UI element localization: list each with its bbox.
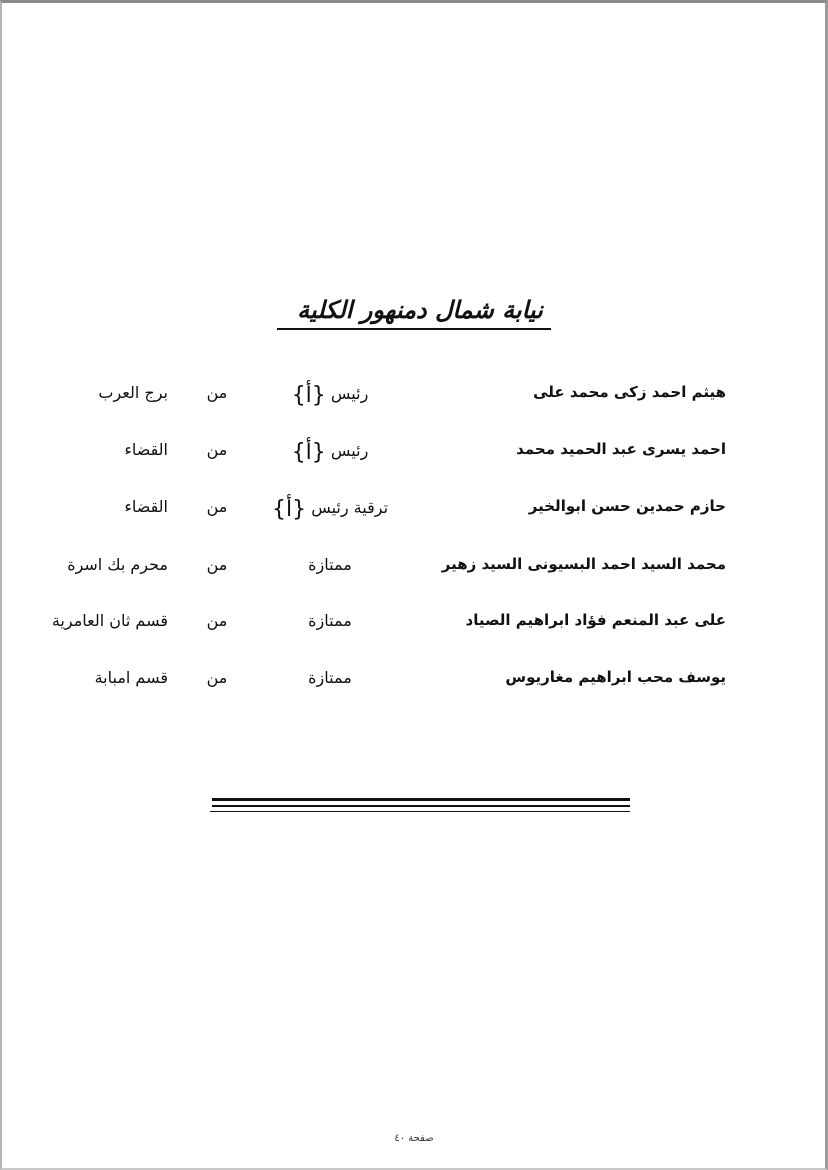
table-row <box>0 611 828 651</box>
from-label: من <box>206 611 228 630</box>
judge-name: حازم حمدين حسن ابوالخير <box>528 497 726 515</box>
origin-place: برج العرب <box>98 383 168 402</box>
grade-label: ممتازة <box>308 555 352 574</box>
origin-place: القضاء <box>124 497 168 516</box>
judge-name: هيثم احمد زكى محمد على <box>533 383 726 401</box>
table-row <box>0 555 828 595</box>
judge-grade <box>230 497 430 522</box>
judge-name: على عبد المنعم فؤاد ابراهيم الصياد <box>465 611 726 629</box>
table-row <box>0 497 828 537</box>
section-divider-thick <box>212 798 630 801</box>
page-number: صفحة ٤٠ <box>394 1133 434 1144</box>
origin-place: محرم بك اسرة <box>67 555 168 574</box>
table-row <box>0 383 828 423</box>
from-label: من <box>206 497 228 516</box>
grade-label: ممتازة <box>308 611 352 630</box>
origin-place: القضاء <box>124 440 168 459</box>
judge-grade <box>230 668 430 687</box>
judge-name: احمد يسرى عبد الحميد محمد <box>516 440 726 458</box>
judge-grade <box>230 555 430 574</box>
grade-class: {أ} <box>291 440 326 465</box>
judge-grade <box>230 440 430 465</box>
from-label: من <box>206 383 228 402</box>
from-label: من <box>206 668 228 687</box>
judge-name: محمد السيد احمد البسيونى السيد زهير <box>441 555 726 573</box>
grade-label: رئيس <box>330 384 369 403</box>
judge-name: يوسف محب ابراهيم مغاريوس <box>505 668 726 686</box>
from-label: من <box>206 440 228 459</box>
grade-label: ترقية رئيس <box>311 498 389 517</box>
grade-class: {أ} <box>291 383 326 408</box>
page-title-text: نيابة شمال دمنهور الكلية <box>277 296 551 330</box>
table-row <box>0 440 828 480</box>
from-label: من <box>206 555 228 574</box>
grade-label: رئيس <box>330 441 369 460</box>
section-divider-middle <box>212 805 630 807</box>
judge-grade <box>230 383 430 408</box>
table-row <box>0 668 828 708</box>
origin-place: قسم امبابة <box>94 668 168 687</box>
grade-class: {أ} <box>271 497 307 522</box>
section-divider-thin <box>210 811 630 812</box>
grade-label: ممتازة <box>308 668 352 687</box>
origin-place: قسم ثان العامرية <box>51 611 168 630</box>
page-title <box>0 296 828 330</box>
judge-grade <box>230 611 430 630</box>
